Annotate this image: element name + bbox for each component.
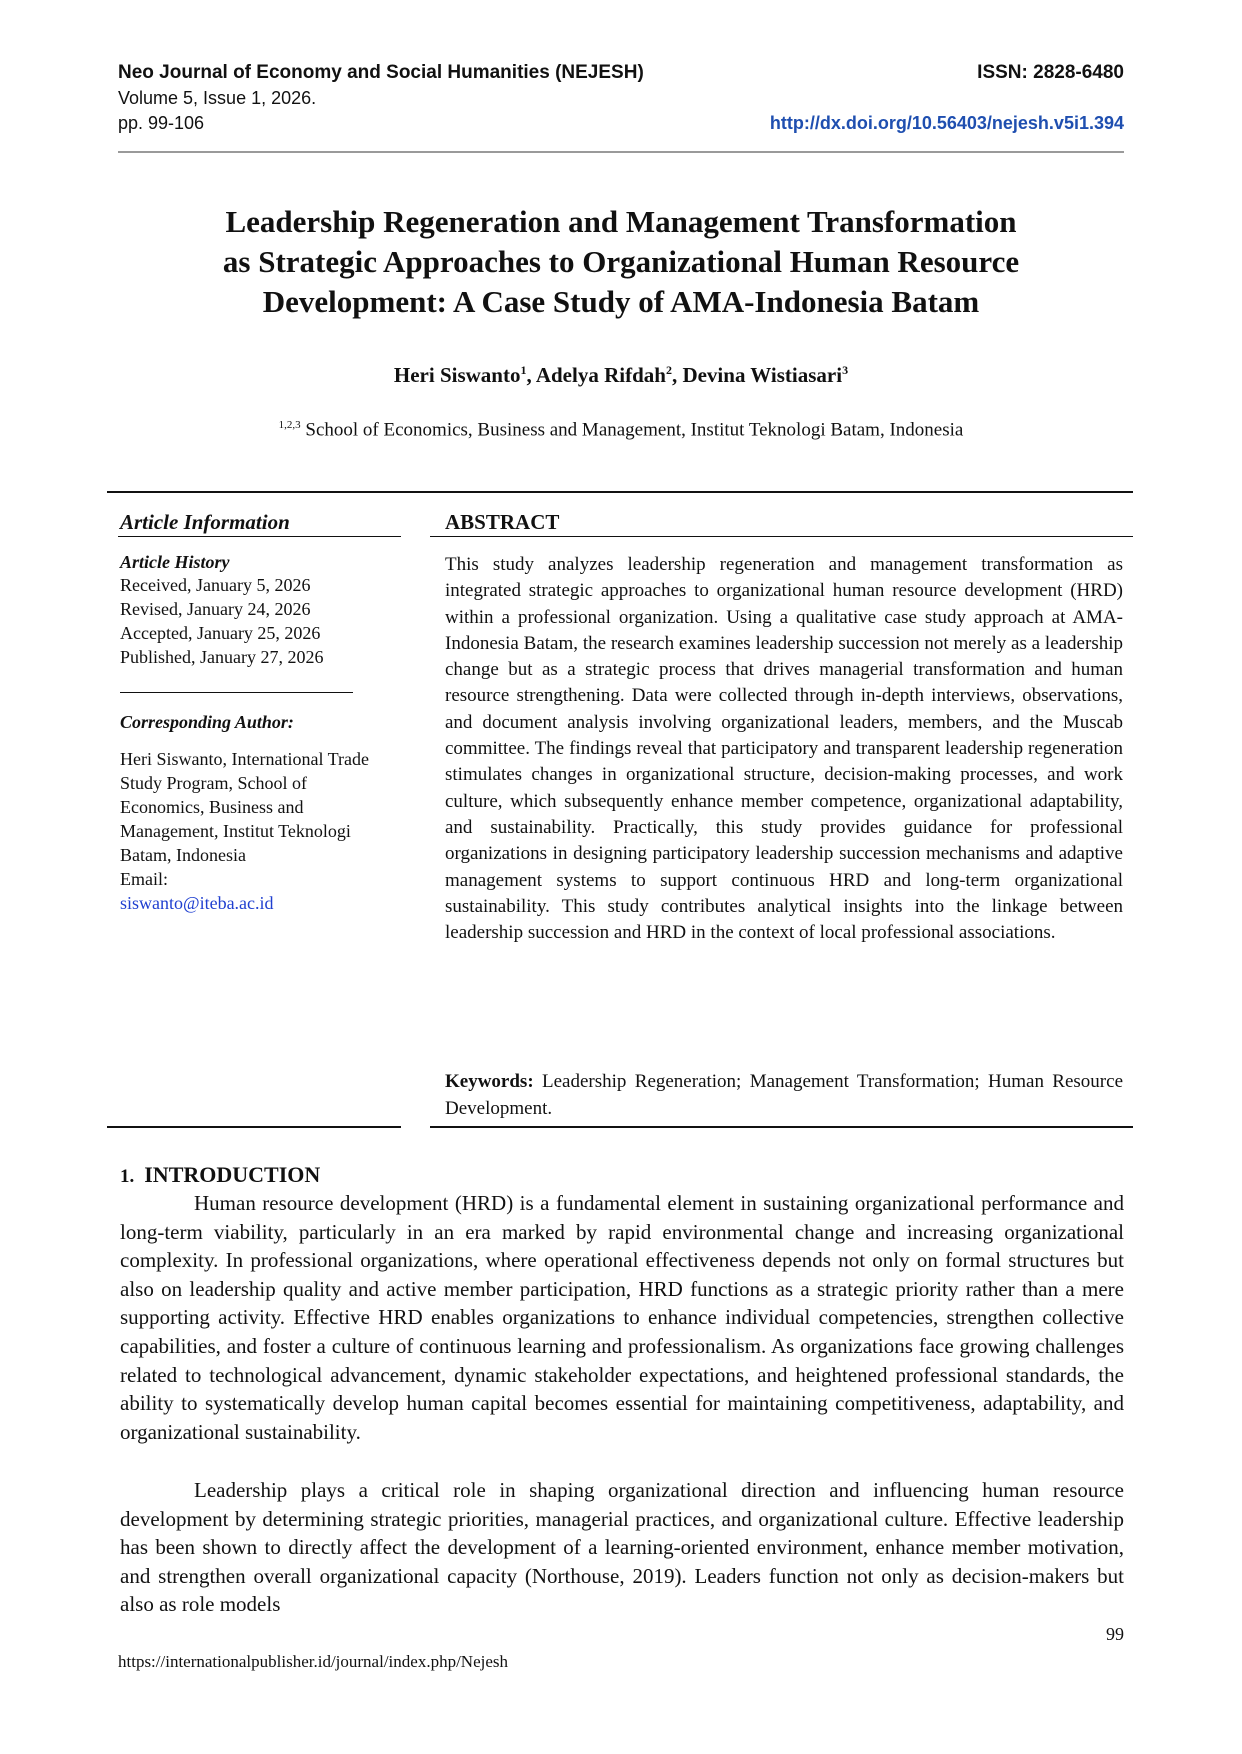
article-info-heading-rule (118, 536, 401, 537)
author-affiliation-mark: 2 (665, 363, 672, 377)
affiliation-text: School of Economics, Business and Management, Institut Teknologi Batam, Indonesia (305, 419, 964, 441)
issn: ISSN: 2828-6480 (977, 62, 1124, 83)
info-box-top-rule (107, 491, 1133, 493)
corresponding-author (120, 747, 390, 915)
title-line-2: as Strategic Approaches to Organizational Human Resource (222, 244, 1020, 279)
email-link[interactable]: siswanto@iteba.ac.id (120, 893, 274, 913)
received-date: Received, January 5, 2026 (120, 575, 311, 595)
affiliation (121, 419, 1121, 441)
volume-issue: Volume 5, Issue 1, 2026. (118, 88, 317, 108)
section-number: 1. (120, 1166, 135, 1187)
intro-paragraph-2: Leadership plays a critical role in shaping organizational direction and influencing human resource development by determining strategic priorities, managerial practices, and organizational culture. Effective leadership has been shown to directly affect the development of a learning-oriented environment, enhance member motivation, and strengthen overall organizational capacity (Northouse, 2019). Leaders function not only as decision-makers but also as role models (120, 1478, 1124, 1617)
keywords-list: Leadership Regeneration; Management Transformation; Human Resource Development. (445, 1071, 1123, 1119)
title-line-3: Development: A Case Study of AMA-Indonesia Batam (262, 284, 980, 319)
info-box-bottom-rule-right (430, 1126, 1133, 1128)
title-line-1: Leadership Regeneration and Management Transformation (225, 204, 1017, 239)
page-number: 99 (1106, 1624, 1124, 1644)
corresponding-author-label: Corresponding Author: (120, 712, 294, 732)
article-info-separator (120, 692, 353, 693)
article-history-label: Article History (120, 552, 230, 572)
keywords-label: Keywords: (445, 1071, 534, 1092)
author-name: Devina Wistiasari (682, 363, 843, 387)
revised-date: Revised, January 24, 2026 (120, 599, 311, 619)
keywords (445, 1069, 1123, 1122)
abstract-text: This study analyzes leadership regeneration and management transformation as integrated strategic approaches to organizational human resource development (HRD) within a professional organization. Using a qualitative case study approach at AMA-Indonesia Batam, the research examines leadership succession not merely as a leadership change but as a strategic process that drives managerial transformation and human resource strengthening. Data were collected through in-depth interviews, observations, and document analysis involving organizational leaders, members, and the Muscab committee. The findings reveal that participatory and transparent leadership regeneration stimulates changes in organizational structure, decision-making processes, and work culture, which subsequently enhance member competence, organizational adaptability, and sustainability. Practically, this study provides guidance for professional organizations in designing participatory leadership succession mechanisms and adaptive management systems to support continuous HRD and long-term organizational sustainability. This study contributes analytical insights into the linkage between leadership succession and HRD in the context of local professional associations. (445, 554, 1123, 944)
email-label: Email: (120, 869, 168, 889)
info-box-bottom-rule-left (107, 1126, 401, 1128)
page-range: pp. 99-106 (118, 113, 205, 133)
intro-paragraph-1: Human resource development (HRD) is a fundamental element in sustaining organizational performance and long-term viability, particularly in an era marked by rapid environmental change and increasing organizational complexity. In professional organizations, where operational effectiveness depends not only on formal structures but also on leadership quality and active member participation, HRD functions as a strategic priority rather than a mere supporting activity. Effective HRD enables organizations to enhance individual competencies, strengthen collective capabilities, and foster a culture of continuous learning and professionalism. As organizations face growing challenges related to technological advancement, dynamic stakeholder expectations, and heightened professional standards, the ability to systematically develop human capital becomes essential for maintaining competitiveness, adaptability, and organizational sustainability. (120, 1191, 1124, 1444)
section-title: INTRODUCTION (144, 1162, 321, 1187)
author-name: Heri Siswanto (393, 363, 521, 387)
author-affiliation-mark: 3 (842, 363, 849, 377)
doi-link[interactable]: http://dx.doi.org/10.56403/nejesh.v5i1.394 (769, 113, 1124, 133)
header-divider (118, 151, 1124, 153)
published-date: Published, January 27, 2026 (120, 647, 324, 667)
paper-title (140, 202, 1102, 322)
author-name: Adelya Rifdah (535, 363, 666, 387)
section-heading-introduction (120, 1162, 320, 1188)
abstract-heading-rule (430, 536, 1133, 537)
abstract-heading: ABSTRACT (445, 510, 560, 534)
affiliation-mark: 1,2,3 (278, 419, 301, 431)
journal-name: Neo Journal of Economy and Social Humanities (NEJESH) (118, 62, 644, 83)
author-affiliation-mark: 1 (520, 363, 527, 377)
footer-url[interactable]: https://internationalpublisher.id/journal/index.php/Nejesh (118, 1652, 508, 1671)
corresponding-author-details: Heri Siswanto, International Trade Study Program, School of Economics, Business and Management, Institut Teknologi Batam, Indonesia (120, 749, 369, 865)
author-list: Heri Siswanto$^1$, Adelya Rifdah$^2$, Devina Wistiasari$^3$ (393, 363, 849, 387)
accepted-date: Accepted, January 25, 2026 (120, 623, 321, 643)
article-info-heading: Article Information (120, 510, 290, 534)
